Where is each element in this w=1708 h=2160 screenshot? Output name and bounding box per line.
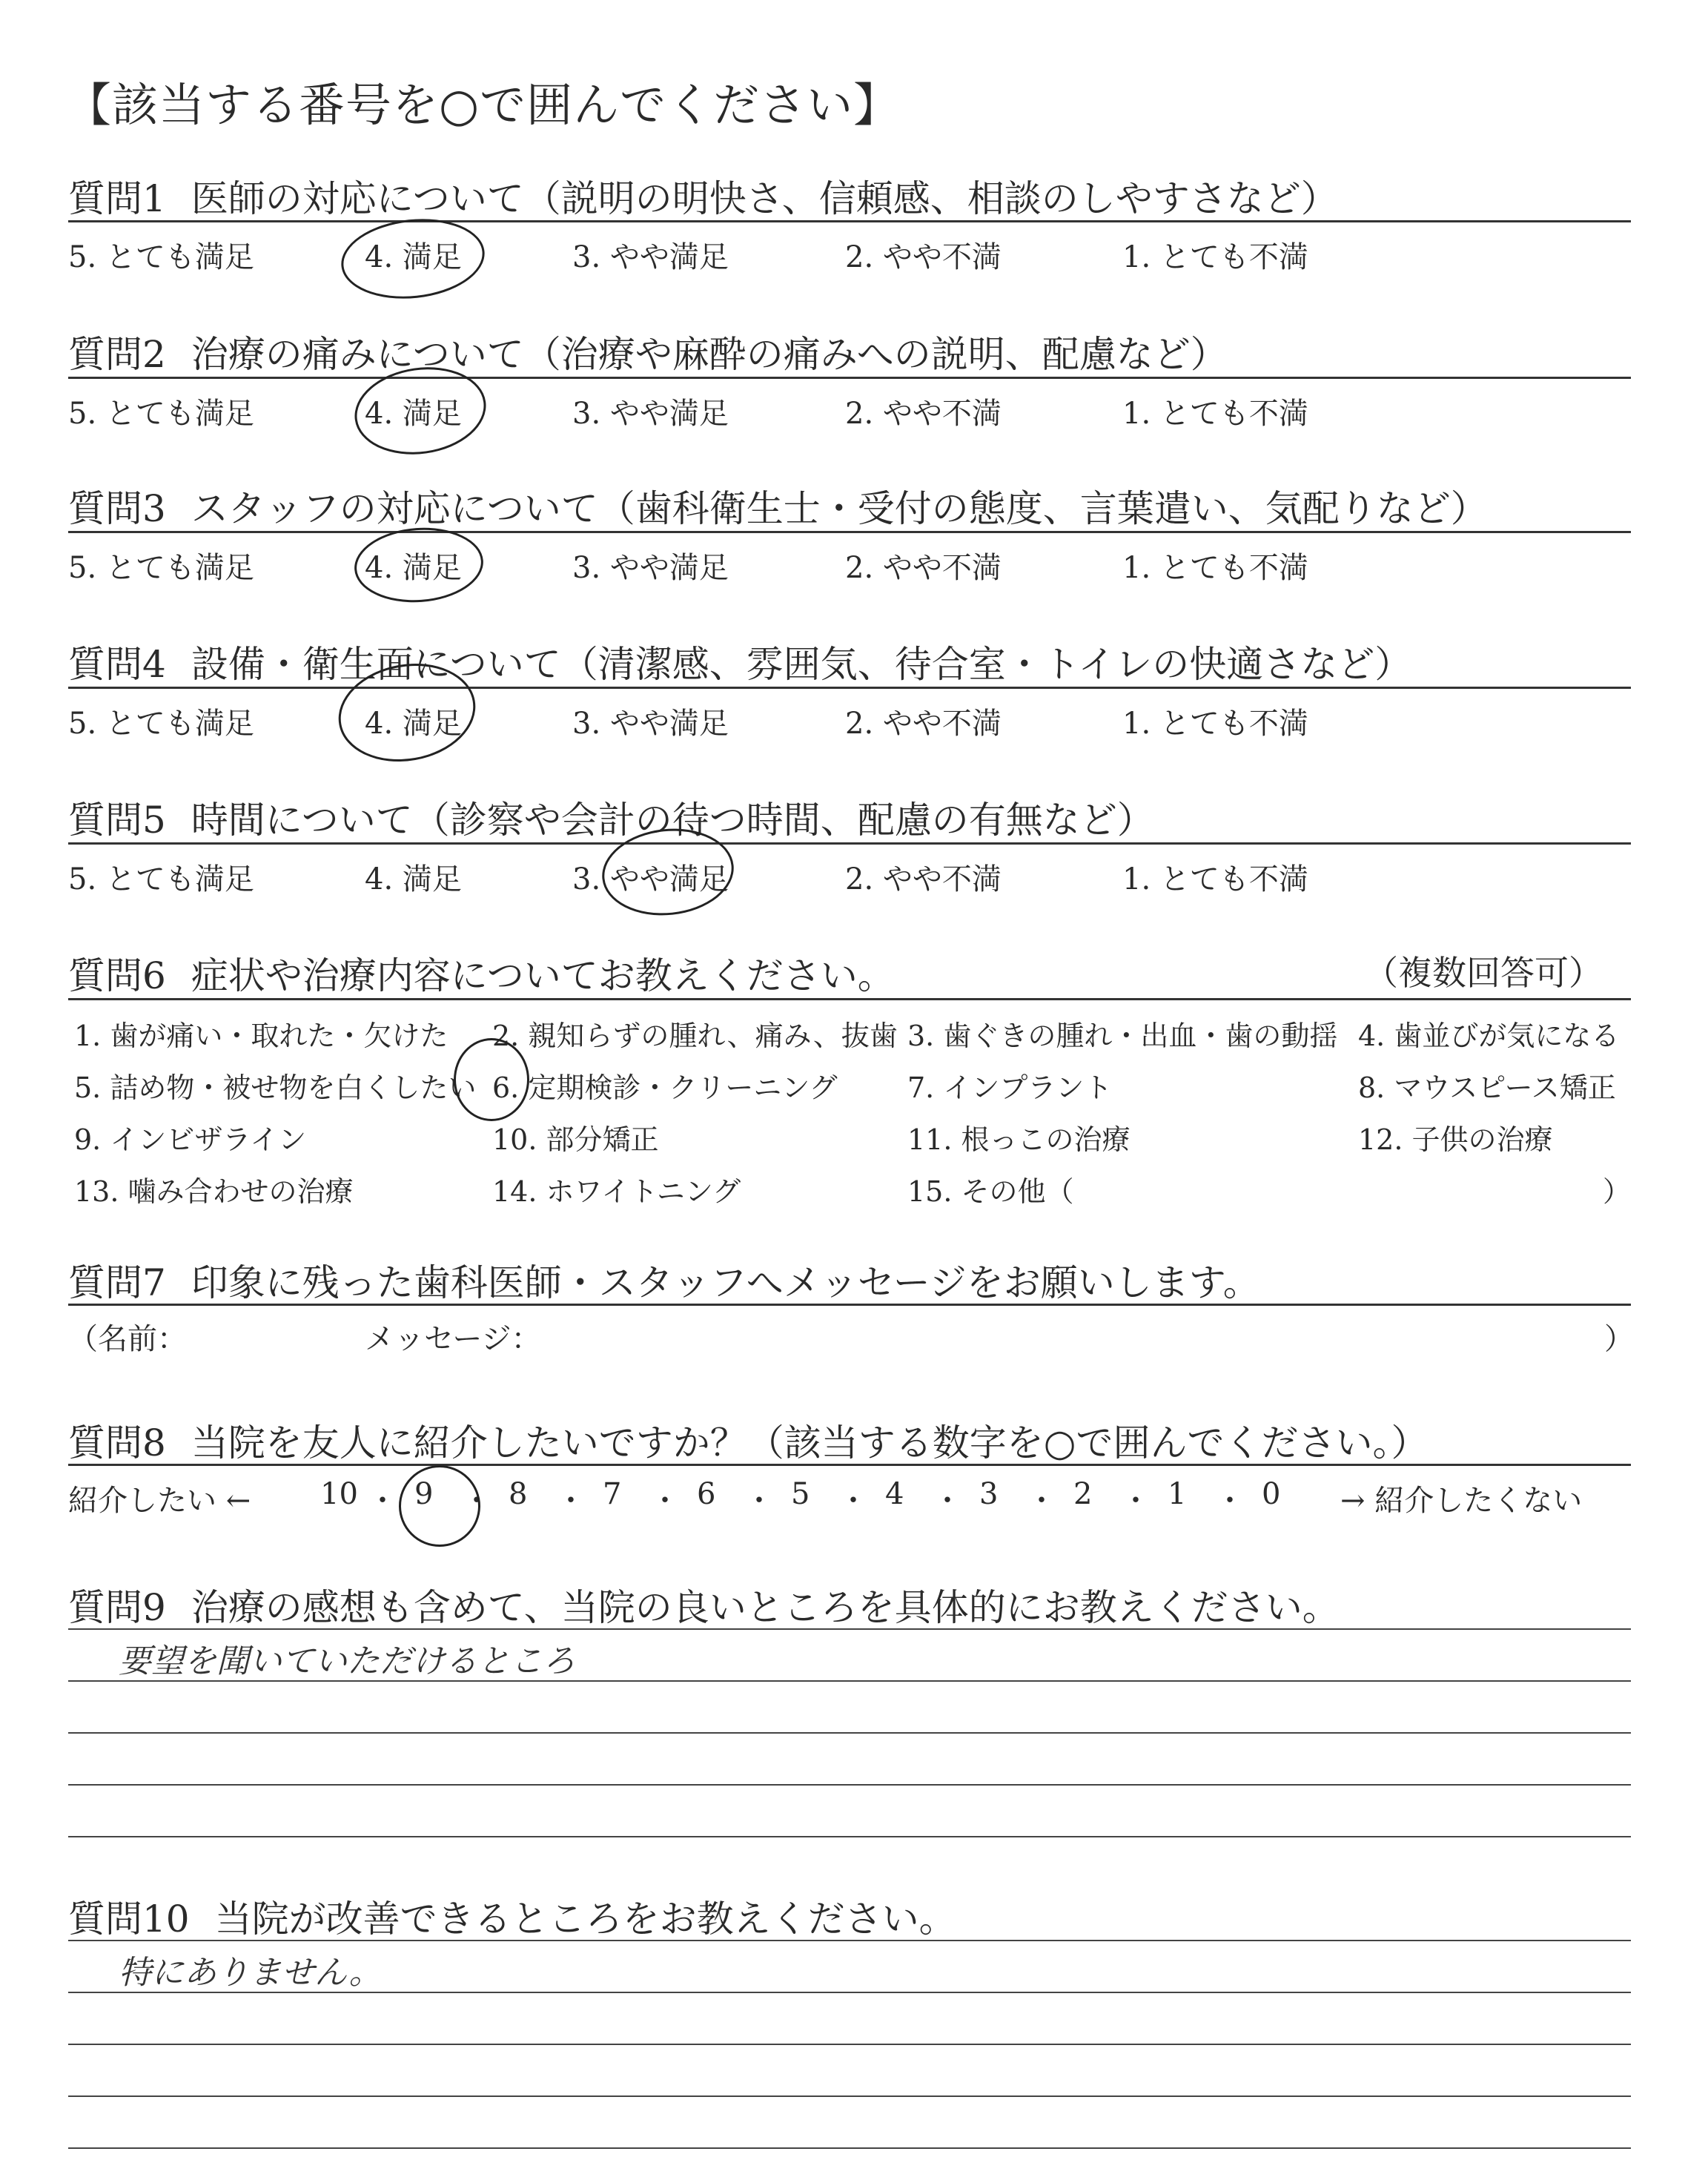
option-3[interactable]: 3. やや満足 — [572, 707, 729, 741]
divider — [68, 531, 1631, 533]
option-3[interactable]: 3. やや満足 — [572, 240, 729, 274]
answer-line — [68, 1628, 1631, 1630]
q7-fields — [68, 1315, 1634, 1360]
option-3[interactable]: 3. やや満足 — [572, 862, 729, 896]
scale-dot: ・ — [650, 1484, 680, 1518]
multiple-answers-note: （複数回答可） — [1364, 953, 1603, 993]
option-2[interactable]: 2. やや不満 — [845, 397, 1002, 431]
message-field-label[interactable]: メッセージ： — [365, 1322, 541, 1356]
scale-number[interactable]: 2 — [1073, 1477, 1093, 1511]
answer-line — [68, 1992, 1631, 1993]
question-6: 質問6 症状や治療内容についてお教えください。 — [68, 954, 895, 997]
other-close-paren: ） — [1603, 1175, 1632, 1208]
scale-right-label: → 紹介したくない — [1340, 1484, 1583, 1518]
field-close-paren: ） — [1604, 1322, 1634, 1356]
answer-line — [68, 1836, 1631, 1837]
scale-dot: ・ — [933, 1484, 962, 1518]
options-q1 — [68, 234, 1631, 278]
divider — [68, 998, 1631, 1000]
option-4[interactable]: 4. 満足 — [365, 397, 462, 431]
scale-dot: ・ — [1027, 1484, 1056, 1518]
option-3[interactable]: 3. やや満足 — [572, 397, 729, 431]
q6-option[interactable]: 11. 根っこの治療 — [907, 1123, 1131, 1156]
divider — [68, 842, 1631, 845]
scale-dot: ・ — [1121, 1484, 1151, 1518]
scale-number[interactable]: 4 — [885, 1477, 904, 1511]
scale-number[interactable]: 7 — [603, 1477, 622, 1511]
q6-option[interactable]: 8. マウスピース矯正 — [1358, 1071, 1616, 1104]
option-4[interactable]: 4. 満足 — [365, 707, 462, 741]
question-5: 質問5 時間について（診察や会計の待つ時間、配慮の有無など） — [68, 799, 1154, 842]
options-q4 — [68, 700, 1631, 744]
divider — [68, 687, 1631, 689]
q6-option[interactable]: 7. インプラント — [907, 1071, 1113, 1104]
divider — [68, 220, 1631, 222]
option-2[interactable]: 2. やや不満 — [845, 707, 1002, 741]
scale-number[interactable]: 9 — [414, 1477, 434, 1511]
answer-line — [68, 2044, 1631, 2045]
q6-option[interactable]: 15. その他（ — [907, 1175, 1074, 1208]
divider — [68, 1304, 1631, 1306]
scale-number[interactable]: 10 — [320, 1477, 358, 1511]
option-1[interactable]: 1. とても不満 — [1122, 240, 1308, 274]
answer-line — [68, 2147, 1631, 2149]
option-2[interactable]: 2. やや不満 — [845, 240, 1002, 274]
q9-handwritten-answer[interactable]: 要望を聞いていただけるところ — [119, 1642, 575, 1680]
scale-dot: ・ — [462, 1484, 491, 1518]
q6-option[interactable]: 3. 歯ぐきの腫れ・出血・歯の動揺 — [907, 1020, 1338, 1052]
q6-option[interactable]: 4. 歯並びが気になる — [1358, 1020, 1620, 1052]
option-5[interactable]: 5. とても満足 — [68, 862, 254, 896]
option-5[interactable]: 5. とても満足 — [68, 707, 254, 741]
scale-dot: ・ — [838, 1484, 868, 1518]
q6-option[interactable]: 12. 子供の治療 — [1358, 1123, 1553, 1156]
answer-circle-q1 — [337, 212, 489, 305]
scale-dot: ・ — [1215, 1484, 1245, 1518]
options-q3 — [68, 544, 1631, 589]
q6-option[interactable]: 10. 部分矯正 — [492, 1123, 659, 1156]
answer-line — [68, 1784, 1631, 1786]
q6-option[interactable]: 6. 定期検診・クリーニング — [492, 1071, 838, 1104]
option-4[interactable]: 4. 満足 — [365, 551, 462, 585]
q6-option[interactable]: 5. 詰め物・被せ物を白くしたい — [74, 1071, 477, 1104]
option-4[interactable]: 4. 満足 — [365, 862, 462, 896]
name-field-label[interactable]: （名前： — [68, 1322, 187, 1356]
answer-line — [68, 1732, 1631, 1734]
q6-option[interactable]: 13. 噛み合わせの治療 — [74, 1175, 354, 1208]
scale-number[interactable]: 6 — [697, 1477, 716, 1511]
question-1: 質問1 医師の対応について（説明の明快さ、信頼感、相談のしやすさなど） — [68, 177, 1338, 220]
question-8: 質問8 当院を友人に紹介したいですか？（該当する数字を○で囲んでください。） — [68, 1421, 1429, 1464]
scale-left-label: 紹介したい ← — [68, 1484, 251, 1518]
option-2[interactable]: 2. やや不満 — [845, 862, 1002, 896]
option-1[interactable]: 1. とても不満 — [1122, 551, 1308, 585]
option-5[interactable]: 5. とても満足 — [68, 397, 254, 431]
question-7: 質問7 印象に残った歯科医師・スタッフへメッセージをお願いします。 — [68, 1261, 1260, 1304]
answer-line — [68, 1940, 1631, 1941]
answer-circle-q6 — [454, 1038, 529, 1121]
options-q5 — [68, 856, 1631, 900]
option-5[interactable]: 5. とても満足 — [68, 551, 254, 585]
option-3[interactable]: 3. やや満足 — [572, 551, 729, 585]
question-10: 質問10 当院が改善できるところをお教えください。 — [68, 1898, 956, 1941]
answer-line — [68, 2095, 1631, 2097]
question-9: 質問9 治療の感想も含めて、当院の良いところを具体的にお教えください。 — [68, 1586, 1340, 1629]
option-1[interactable]: 1. とても不満 — [1122, 862, 1308, 896]
question-2: 質問2 治療の痛みについて（治療や麻酔の痛みへの説明、配慮など） — [68, 333, 1228, 376]
divider — [68, 1464, 1631, 1466]
scale-number[interactable]: 8 — [509, 1477, 528, 1511]
answer-circle-q8 — [399, 1465, 480, 1547]
page-title: 【該当する番号を○で囲んでください】 — [65, 78, 901, 132]
scale-dot: ・ — [744, 1484, 774, 1518]
option-1[interactable]: 1. とても不満 — [1122, 397, 1308, 431]
scale-dot: ・ — [368, 1484, 397, 1518]
question-3: 質問3 スタッフの対応について（歯科衛生士・受付の態度、言葉遣い、気配りなど） — [68, 487, 1488, 530]
option-5[interactable]: 5. とても満足 — [68, 240, 254, 274]
option-4[interactable]: 4. 満足 — [365, 240, 462, 274]
scale-number[interactable]: 3 — [979, 1477, 999, 1511]
scale-number[interactable]: 0 — [1262, 1477, 1281, 1511]
divider — [68, 377, 1631, 379]
scale-dot: ・ — [556, 1484, 586, 1518]
scale-number[interactable]: 5 — [791, 1477, 810, 1511]
answer-circle-q3 — [352, 524, 486, 607]
q6-option[interactable]: 2. 親知らずの腫れ、痛み、抜歯 — [492, 1020, 898, 1052]
options-q2 — [68, 390, 1631, 435]
question-4: 質問4 設備・衛生面について（清潔感、雰囲気、待合室・トイレの快適さなど） — [68, 643, 1412, 686]
recommend-scale — [68, 1477, 1640, 1522]
option-1[interactable]: 1. とても不満 — [1122, 707, 1308, 741]
scale-number[interactable]: 1 — [1168, 1477, 1187, 1511]
q6-option[interactable]: 9. インビザライン — [74, 1123, 307, 1156]
q10-handwritten-answer[interactable]: 特にありません。 — [119, 1954, 382, 1992]
option-2[interactable]: 2. やや不満 — [845, 551, 1002, 585]
q6-option[interactable]: 14. ホワイトニング — [492, 1175, 741, 1208]
answer-line — [68, 1680, 1631, 1682]
q6-option[interactable]: 1. 歯が痛い・取れた・欠けた — [74, 1020, 448, 1052]
